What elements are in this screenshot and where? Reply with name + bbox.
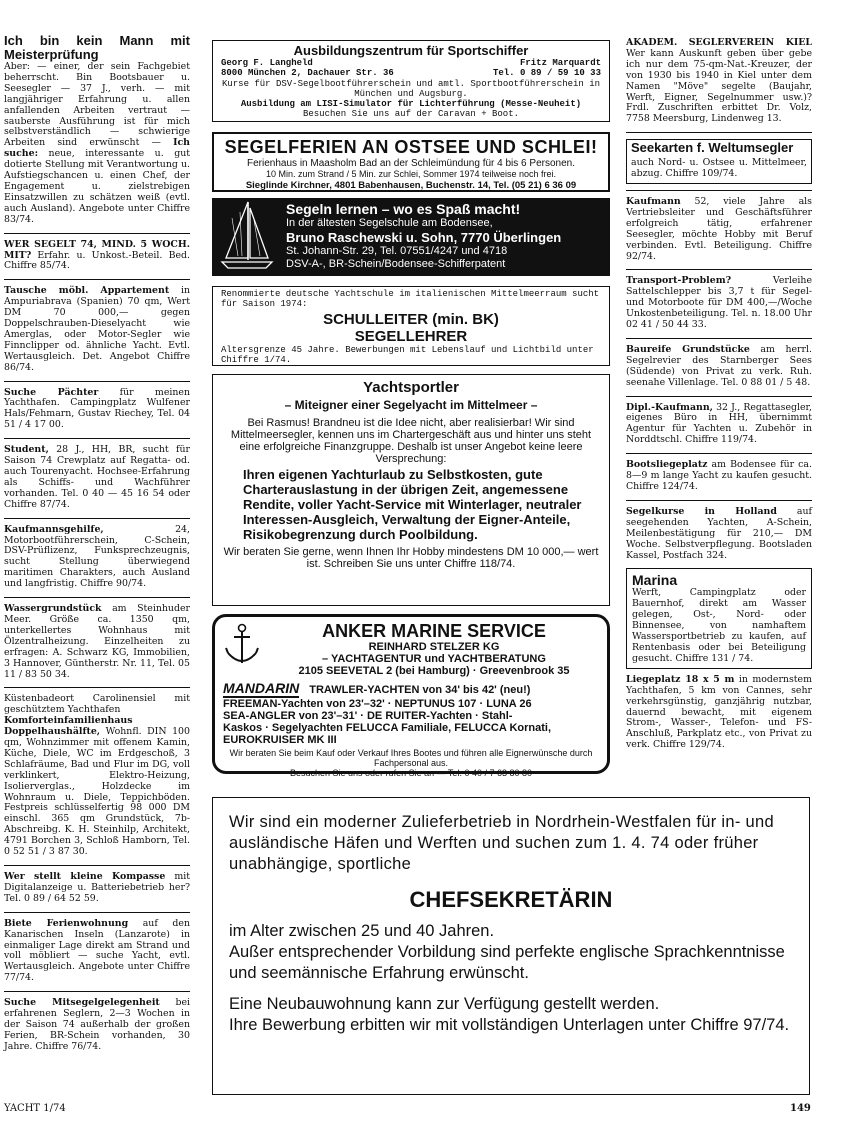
ad-text: 10 Min. zum Strand / 5 Min. zur Schlei, Sommer 1974 teilweise noch frei. [265,169,557,179]
classified-ad [626,460,812,493]
ad-text: Kurse für DSV-Segelbootführerschein und amtl. Sportbootführerschein in München und Augsburg. [221,79,601,99]
classified-ad [626,276,812,331]
ad-text: Bruno Raschewski u. Sohn, 7770 Überlingen [286,230,562,245]
divider [626,338,812,339]
ad-title: SEGELFERIEN AN OSTSEE UND SCHLEI! [224,137,598,157]
divider [4,438,190,439]
ad-text: Wer kann Auskunft geben über [626,47,789,59]
ad-text: Verleihe Sattelschlepper bis 3,7 t für Segel- und Motorboote für DM 400,—/Woche Unkostenbeteiligung. Tel. n. 18.00 Uhr 02 41 / 50 44 33. [626,275,812,331]
ad-text: In der ältesten Segelschule am Bodensee, [286,217,493,229]
ad-text: REINHARD STELZER KG [368,641,500,653]
ad-headline: Kaufmannsgehilfe, [4,523,104,535]
anchor-icon [225,623,259,672]
divider [4,912,190,913]
ad-headline: Dipl.-Kaufmann, [626,401,713,413]
ad-title: CHEFSEKRETÄRIN [409,887,613,912]
sailboat-icon [212,198,282,276]
ad-text: Besuchen Sie uns oder rufen Sie an — Tel. 0 40 / 7 63 80 80 [290,768,532,778]
right-column [626,38,812,758]
sailboat-logo [212,198,282,276]
ad-headline: Suche Mitsegelgelegenheit [4,997,160,1009]
ad-text: Sieglinde Kirchner, 4801 Babenhausen, Buchenstr. 14, Tel. (05 21) 6 36 09 [245,180,577,191]
ad-text: mit Digitalanzeige u. Batteriebetrieb her? Tel. 0 89 / 64 52 59. [4,871,190,904]
ad-text: bei erfahrenen Seglern, 2—3 Wochen in der Saison 74 außerhalb der großen Ferien, BR-Schein vorhanden, 30 Jahre. Chiffre 76/74. [4,997,190,1052]
ad-text: Wohnfl. DIN 100 qm, Wohnzimmer mit offenem Kamin, Küche, Diele, WC im Erdgeschoß, 3 Schlafräume, Bad und Flur im DG, voll verklinkert, Elektro-Heizung, Isolierverglas., Holzdecke im Wohnraum u. Diele, Teppichböden. Festpreis schlüsselfertig 98 000 DM einschl. 365 qm Grundstück, 7b-Abschreibg. K. H. Steinhilp, Architekt, 4791 Borchen 3, Schloß Hamborn, Tel. 0 52 51 / 3 87 30. [4,726,190,858]
classified-ad [4,286,190,373]
ad-title: ANKER MARINE SERVICE [322,621,546,641]
ad-header [269,621,599,678]
ad-text: Altersgrenze 45 Jahre. Bewerbungen mit Lebenslauf und Lichtbild unter Chiffre 1/74. [221,345,594,365]
ad-address-row [221,68,601,79]
ad-text: Werft, Campingplatz oder Bauernhof, direkt am Wasser gelegen, Ost-, Nord- oder Binnensee, von namhaftem Wassersportbetrieb zu kaufen, auf Rentenbasis oder bei Beteiligung gesucht. Chiffre 131 / 74. [632,587,806,664]
ad-subhead: Ich suche: [4,137,190,160]
classified-ad [4,919,190,984]
ad-headline: Biete Ferienwohnung [4,917,129,929]
ad-headline: WER SEGELT 74, MIND. 5 WOCH. MIT? [4,238,190,261]
divider [4,687,190,688]
ad-name: Georg F. Langheld [221,58,313,68]
divider [626,132,812,133]
ad-text: – YACHTAGENTUR und YACHTBERATUNG [322,653,546,665]
divider [626,453,812,454]
ad-title: Yachtsportler [363,379,459,396]
ad-body [282,198,610,276]
ad-text: gebe ich nur dem 75-qm-Nat.-Kreuzer, der von 1930 bis 1940 in Kiel unter dem Namen "Möve" segelte (Baujahr, Werft, Eigner, Segelnummer usw.)? Frdl. Zuschriften erbittet Dr. Volz, 7758 Meersburg, Lindenweg 13. [626,47,812,125]
ad-headline: AKADEM. SEGLERVEREIN KIEL [626,37,812,48]
ad-text: Wir beraten Sie beim Kauf oder Verkauf Ihres Bootes und führen alle Eignerwünsche durch Fachpersonal aus. [229,748,593,768]
ad-text: auch Nord- u. Ostsee u. Mittelmeer, abzug. Chiffre 109/74. [631,157,807,180]
divider [4,991,190,992]
ad-text: Ferienhaus in Maasholm Bad an der Schleimündung für 4 bis 6 Personen. [247,158,575,169]
ad-yachtschule [212,286,610,366]
ad-text: Erfahr. u. Unkost.-Beteil. Bed. Chiffre 85/74. [4,249,190,272]
ad-text: in Ampuriabrava (Spanien) 70 qm, Wert DM 70 000,— gegen Doppelschrauben-Dieselyacht wie Amerglas, oder Motor-Segler wie Finnclipper od. ähnliche Yacht. Evtl. Wertausgleich. Det. Angebot Chiffre 86/74. [4,285,190,373]
divider [4,381,190,382]
divider [4,233,190,234]
ad-text: am Bodensee für ca. 8—9 m lange Yacht zu kaufen gesucht. Chiffre 124/74. [626,459,812,492]
ad-title: Ausbildungszentrum für Sportschiffer [293,43,529,58]
left-column [4,34,190,1060]
classified-ad [626,345,812,389]
ad-text: Renommierte deutsche Yachtschule im italienischen Mittelmeerraum sucht für Saison 1974: [221,289,600,309]
divider [626,396,812,397]
ad-text: Wir sind ein moderner Zulieferbetrieb in Nordrhein-Westfalen für in- und ausländische Häfen und Werften und suchen zum 1. 4. 74 oder früher unabhängige, sportliche [229,813,774,873]
ad-benefits: Ihren eigenen Yachturlaub zu Selbstkosten, gute Charterauslastung in der übrigen Zeit, angemessene Rendite, voller Yacht-Service mit Winterlager, neutraler Interessen-Ausgleich, Verwaltung der Eigner-Anteile, Risikobegrenzung durch Poolbildung. [243,467,582,542]
classified-ad [4,388,190,432]
page-number: 149 [790,1103,811,1114]
classified-ad [4,694,190,858]
ad-logo-row [223,680,599,698]
classified-ad [4,34,190,226]
classified-ad [4,998,190,1053]
ad-chefsekretaerin [212,797,810,1095]
ad-text: DSV-A-, BR-Schein/Bodensee-Schifferpatent [286,258,506,270]
footer-issue: YACHT 1/74 [4,1103,66,1114]
ad-text: 52, viele Jahre als Vertriebsleiter und Geschäftsführer erfolgreich tätig, erfahrener Seesegler, möchte Hobby mit Beruf verbinden. Evtl. Beteiligung. Chiffre 92/74. [626,195,812,262]
ad-name: Fritz Marquardt [519,58,601,68]
ad-headline: Segelkurse in Holland [626,505,777,517]
ad-text: Küstenbadeort Carolinensiel mit geschütztem Yachthafen [4,693,190,716]
ad-headline: Kaufmann [626,195,681,207]
ad-anker-marine [212,614,610,778]
ad-subhead: Komforteinfamilienhaus Doppelhaushälfte, [4,715,133,738]
ad-headline: Wer stellt kleine Kompasse [4,871,166,882]
ad-names-row [221,58,601,68]
classified-ad [626,507,812,562]
ad-text: Ausbildung am LISI-Simulator für Lichterführung (Messe-Neuheit) [240,99,582,109]
ad-text: am herrl. Segelrevier des Starnberger Sees (Südende) von Privat zu verk. Ruh. seenahe Villenlage. Tel. 0 88 01 / 5 48. [626,343,812,388]
ad-seekarten [626,139,812,184]
mandarin-logo: MANDARIN [223,680,300,696]
ad-title: Seekarten f. Weltumsegler [631,140,794,156]
ad-segelschule [212,198,610,276]
ad-text: 28 J., HH, BR, sucht für Saison 74 Crewplatz auf Regatta- od. auch Tourenyacht. Hochsee-Erfahrung als Schiffs- und Wachführer vorhanden. Tel. 0 40 — 45 16 54 oder Chiffre 87/74. [4,444,190,510]
ad-marina [626,568,812,668]
ad-text: am Steinhuder Meer. Größe ca. 1350 qm, unterkellertes Wohnhaus mit Ölzentralheizung. Einzelheiten zu erfragen: A. Schwarz KG, Immobilien, 3 Hannover, Güntherstr. Nr. 11, Tel. 05 11 / 83 50 34. [4,603,190,680]
ad-yachtsportler [212,374,610,606]
classified-ad [4,872,190,905]
ad-ausbildungszentrum [212,40,610,122]
ad-text: Kaskos · Segelyachten FELUCCA Familiale, FELUCCA Kornati, EUROKRUISER MK III [223,722,552,746]
ad-text: St. Johann-Str. 29, Tel. 07551/4247 und 4718 [286,245,508,257]
divider [4,865,190,866]
ad-text: neue, interessante u. gut dotierte Stellung mit Verantwortung u. Aufstiegschancen u. einen Chef, der Engagement u. zielstrebigen Einsatzwillen zu schätzen weiß (evtl. auch Ausland). Angebote unter Chiffre 83/74. [4,148,190,225]
ad-text: TRAWLER-YACHTEN von 34' bis 42' (neu!) [309,684,531,696]
ad-text: Bei Rasmus! Brandneu ist die Idee nicht, aber realisierbar! Wir sind Mittelmeersegler, kennen uns im Chartergeschäft aus und hinter uns steht eine erfolgreiche Finanzgruppe. Deshalb ist unser Angebot keine leere Versprechung: [230,417,592,465]
ad-text: Ihre Bewerbung erbitten wir mit vollständigen Unterlagen unter Chiffre 97/74. [229,1016,790,1034]
classified-ad [626,403,812,447]
ad-text: 32 J., Regattasegler, eigenes Büro in HH, übernimmt Agentur für Yachten u. Zubehör in Norddtschl. Chiffre 119/74. [626,401,812,446]
ad-headline: Liegeplatz 18 x 5 m [626,673,735,685]
ad-headline: Student, [4,444,49,456]
classified-ad [4,525,190,590]
divider [4,597,190,598]
divider [626,190,812,191]
ad-headline: Wassergrundstück [4,603,102,615]
ad-headline: Ich bin kein Mann mit Meisterprüfung [4,33,190,62]
ad-text: im Alter zwischen 25 und 40 Jahren. [229,922,495,940]
ad-headline: Baureife Grundstücke [626,343,750,355]
ad-text: Außer entsprechender Vorbildung sind perfekte englische Sprachkenntnisse und seemännische Erfahrung erwünscht. [229,943,785,982]
ad-title: Marina [632,572,678,589]
ad-text: 24, Motorbootführerschein, C-Schein, DSV-Prüflizenz, Funksprechzeugnis, sucht Stellung überwiegend maritimen Charakters, auch Ausland und langfristig. Chiffre 90/74. [4,523,190,590]
ad-title: SCHULLEITER (min. BK) [323,311,499,328]
ad-text: Eine Neubauwohnung kann zur Verfügung gestellt werden. [229,995,660,1013]
ad-text: Besuchen Sie uns auf der Caravan + Boot. [302,109,520,119]
classified-ad [4,445,190,510]
divider [4,279,190,280]
ad-text: Wir beraten Sie gerne, wenn Ihnen Ihr Hobby mindestens DM 10 000,— wert ist. Schreiben Sie uns unter Chiffre 118/74. [223,546,599,570]
divider [4,518,190,519]
ad-text: auf den Kanarischen Inseln (Lanzarote) in einmaliger Lage direkt am Strand und voll möbliert — suche Yacht, evtl. Wertausgleich. Angebote unter Chiffre 77/74. [4,917,190,984]
ad-title: SEGELLEHRER [354,328,468,345]
ad-subtitle: – Miteigner einer Segelyacht im Mittelmeer – [284,398,538,412]
classified-ad [626,675,812,751]
ad-headline: Suche Pächter [4,386,99,398]
divider [626,269,812,270]
classified-ad [626,197,812,262]
ad-text: 2105 SEEVETAL 2 (bei Hamburg) · Greevenbrook 35 [298,665,570,677]
ad-headline: Tausche möbl. Appartement [4,285,170,297]
ad-text: in modernstem Yachthafen, 5 km von Cannes, sehr verkehrsgünstig, ganzjährig nutzbar, dauernd bewacht, mit eigenem Strom-, Wasser-, Telefon- und FS-Anschluß, Parkplatz etc., von Privat zu verk. Chiffre 129/74. [626,673,812,751]
ad-text: SEA-ANGLER von 23'–31' · DE RUITER-Yachten · Stahl- [223,710,513,722]
ad-address: 8000 München 2, Dachauer Str. 36 [221,68,394,78]
ad-phone: Tel. 0 89 / 59 10 33 [492,68,601,78]
ad-title: Segeln lernen – wo es Spaß macht! [286,201,521,217]
ad-text: FREEMAN-Yachten von 23'–32' · NEPTUNUS 107 · LUNA 26 [223,698,532,710]
ad-segelferien [212,132,610,192]
classified-ad [4,604,190,680]
middle-column [212,40,610,778]
classified-ad [4,240,190,273]
ad-text: Aber: — einer, der sein Fachgebiet beherrscht. Bin Bootsbauer u. Seesegler — 37 J., verh. — mit langjähriger Erfahrung u. allen anfallenden Arbeiten vertraut — sauberste Ausführung ist für mich selbstverständlich — schwierige Arbeiten sind erwünscht — [4,61,190,149]
divider [626,500,812,501]
ad-headline: Bootsliegeplatz [626,459,708,471]
classified-ad [626,38,812,125]
ad-headline: Transport-Problem? [626,275,732,287]
ad-text: für meinen Yachthafen. Campingplatz Wulfener Hals/Fehmarn, Gustav Riechey, Tel. 04 51 / 4 17 00. [4,386,190,431]
ad-text: auf seegehenden Yachten, A-Schein, Meilenbestätigung für 210,— DM Woche. Selbstverpflegung. Bootsladen Kassel, Postfach 324. [626,505,812,561]
